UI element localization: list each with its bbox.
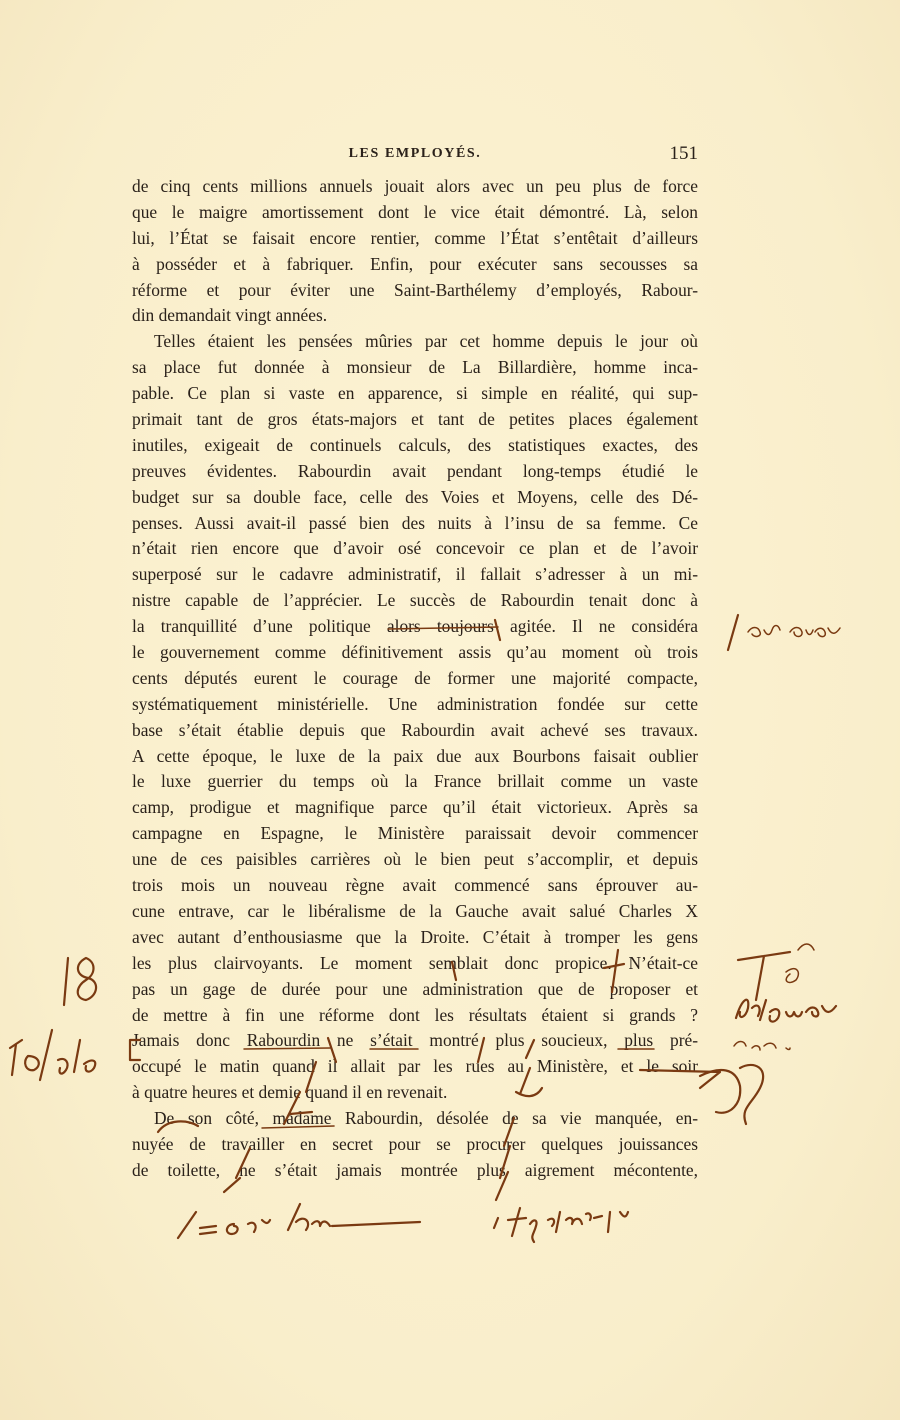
text-line: campagne en Espagne, le Ministère paraissait devoir commencer [132,823,698,844]
text-line: pas un gage de durée pour une administration que de proposer et [132,978,698,999]
text-line: budget sur sa double face, celle des Voies et Moyens, celle des Dé- [132,486,698,507]
text-line: cents députés eurent le courage de former une majorité compacte, [132,667,698,688]
text-line: réforme et pour éviter une Saint-Barthélemy d’employés, Rabour- [132,279,698,300]
body-text [132,174,698,1184]
text-line: primait tant de gros états-majors et tant de petites places également [132,409,698,430]
margin-18-one [64,958,68,1005]
bottom-note-1 [178,1204,420,1238]
text-line: de cinq cents millions annuels jouait alors avec un peu plus de force [132,176,698,196]
page-number: 151 [669,143,698,164]
text-line: preuves évidentes. Rabourdin avait pendant long-temps étudié le [132,460,698,481]
text-line: avec autant d’enthousiasme que la Droite. C’était à tromper les gens [132,926,698,947]
margin-circ [786,944,814,982]
text-line: superposé sur le cadavre administratif, il fallait s’adresser à un mi- [132,564,698,585]
text-line: la tranquillité d’une politique alors toujours agitée. Il ne considéra [132,616,698,637]
text-line: din demandait vingt années. [132,305,328,326]
text-line: systématiquement ministérielle. Une administration fondée sur cette [132,693,698,714]
margin-note-encore [748,626,840,637]
text-line: Telles étaient les pensées mûries par cet homme depuis le jour où [154,331,698,352]
paragraph-3 [132,1106,698,1184]
text-line: camp, prodigue et magnifique parce qu’il était victorieux. Après sa [132,797,698,818]
text-line: le gouvernement comme définitivement assis qu’au moment où trois [132,642,698,663]
paragraph-1 [132,174,698,329]
margin-din [734,1042,790,1051]
text-line: sa place fut donnée à monsieur de La Billardière, homme inca- [132,357,698,378]
text-line: à posséder et à fabriquer. Enfin, pour exécuter sans secousses sa [132,253,698,274]
text-line: une de ces paisibles carrières où le bien peut s’accomplir, et depuis [132,849,698,870]
text-line: nuyée de travailler en secret pour se procurer quelques jouissances [132,1133,698,1154]
margin-18-eight [78,958,96,1000]
text-line: de mettre à fin une réforme dont les résultats étaient si grands ? [132,1004,698,1025]
bottom-note-2 [494,1208,628,1242]
text-line: occupé le matin quand il allait par les rues au Ministère, et le soir [132,1056,698,1077]
text-line: les plus clairvoyants. Le moment semblait donc propice. N’était-ce [132,952,698,973]
margin-to-le [10,1030,95,1080]
text-line: penses. Aussi avait-il passé bien des nuits à l’insu de sa femme. Ce [132,512,698,533]
text-line: inutiles, exigeait de continuels calculs, des statistiques exactes, des [132,434,698,455]
text-line: à quatre heures et demie quand il en revenait. [132,1082,448,1103]
text-line: base s’était établie depuis que Rabourdin avait achevé ses travaux. [132,719,698,740]
text-line: trois mois un nouveau règne avait commencé sans éprouver au- [132,875,698,896]
text-line: le luxe guerrier du temps où la France brillait comme un vaste [132,771,698,792]
paragraph-2 [132,329,698,1106]
margin-big-flourish [700,1065,763,1124]
text-line: De son côté, madame Rabourdin, désolée de sa vie manquée, en- [154,1108,698,1129]
text-line: nistre capable de l’apprécier. Le succès de Rabourdin tenait donc à [132,590,698,611]
text-line: lui, l’État se faisait encore rentier, comme l’État s’entêtait d’ailleurs [132,227,698,248]
text-line: Jamais donc Rabourdin ne s’était montré plus soucieux, plus pré- [132,1030,698,1051]
text-line: cune entrave, car le libéralisme de la Gauche avait salué Charles X [132,900,698,921]
running-title: LES EMPLOYÉS. [348,146,482,161]
text-line: que le maigre amortissement dont le vice était démontré. Là, selon [132,201,698,222]
text-line: n’était rien encore que d’avoir osé concevoir ce plan et de l’avoir [132,538,698,559]
text-line: A cette époque, le luxe de la paix due aux Bourbons faisait oublier [132,745,698,766]
margin-slash [728,615,738,650]
page-header [132,143,698,167]
margin-rabour [736,1000,836,1022]
text-line: pable. Ce plan si vaste en apparence, si simple en réalité, qui sup- [132,383,698,404]
margin-T [738,952,790,1000]
text-line: de toilette, ne s’était jamais montrée plus aigrement mécontente, [132,1159,698,1180]
